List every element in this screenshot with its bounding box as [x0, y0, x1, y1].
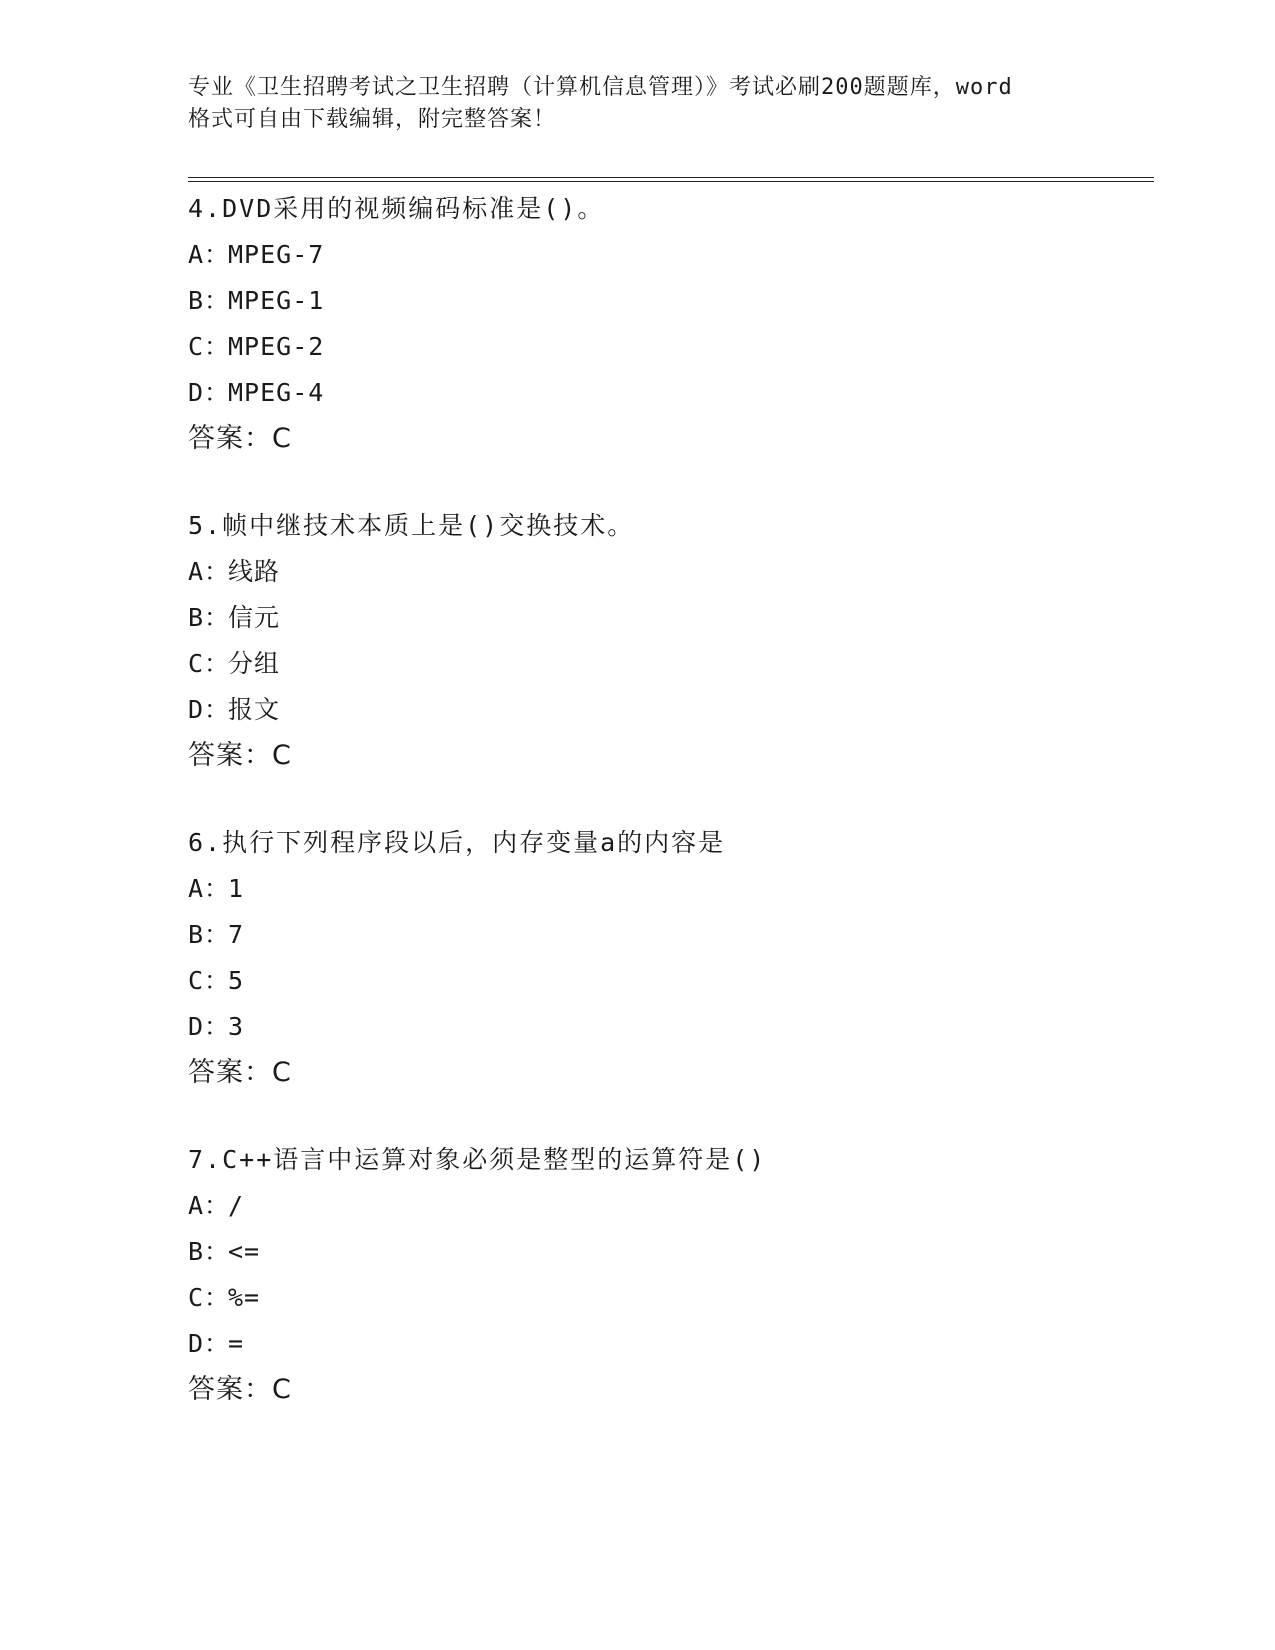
option-key: B：	[188, 920, 231, 949]
option-text: 7	[228, 920, 245, 949]
option-text: 分组	[228, 649, 281, 678]
question-title: 5.帧中继技术本质上是()交换技术。	[188, 511, 635, 540]
option-key: A：	[188, 874, 231, 903]
option-key: A：	[188, 557, 231, 586]
question-title: 4.DVD采用的视频编码标准是()。	[188, 194, 605, 223]
option-d	[188, 1321, 1168, 1367]
option-d	[188, 1004, 1168, 1050]
option-a	[188, 866, 1168, 912]
option-a	[188, 1183, 1168, 1229]
option-key: D：	[188, 1329, 231, 1358]
question-title: 7.C++语言中运算对象必须是整型的运算符是()	[188, 1145, 767, 1174]
answer-label: 答案：C	[188, 1057, 292, 1088]
option-text: 线路	[228, 557, 281, 586]
option-b	[188, 595, 1168, 641]
option-text: %=	[228, 1283, 261, 1312]
question-title: 6.执行下列程序段以后，内存变量a的内容是	[188, 828, 726, 857]
answer-label: 答案：C	[188, 740, 292, 771]
question-7	[188, 1137, 1168, 1413]
header-line-2: 格式可自由下载编辑，附完整答案！	[188, 107, 557, 132]
header-divider	[188, 177, 1154, 182]
option-key: C：	[188, 1283, 231, 1312]
option-text: 1	[228, 874, 245, 903]
option-b	[188, 278, 1168, 324]
option-key: B：	[188, 603, 231, 632]
option-text: MPEG-7	[228, 240, 325, 269]
option-key: D：	[188, 378, 231, 407]
question-5	[188, 503, 1168, 779]
option-key: C：	[188, 649, 231, 678]
option-text: 5	[228, 966, 245, 995]
option-text: =	[228, 1329, 245, 1358]
question-6	[188, 820, 1168, 1096]
option-b	[188, 1229, 1168, 1275]
header-line-1: 专业《卫生招聘考试之卫生招聘（计算机信息管理）》考试必刷200题题库，word	[188, 75, 1013, 100]
option-c	[188, 1275, 1168, 1321]
option-key: A：	[188, 240, 231, 269]
option-text: 3	[228, 1012, 245, 1041]
option-text: MPEG-4	[228, 378, 325, 407]
option-text: MPEG-1	[228, 286, 325, 315]
option-key: C：	[188, 332, 231, 361]
option-text: 信元	[228, 603, 281, 632]
option-text: /	[228, 1191, 245, 1220]
option-key: B：	[188, 286, 231, 315]
option-key: C：	[188, 966, 231, 995]
option-key: A：	[188, 1191, 231, 1220]
option-key: D：	[188, 1012, 231, 1041]
option-key: D：	[188, 695, 231, 724]
option-key: B：	[188, 1237, 231, 1266]
document-header	[188, 72, 1108, 136]
option-b	[188, 912, 1168, 958]
option-a	[188, 549, 1168, 595]
option-text: 报文	[228, 695, 281, 724]
option-text: MPEG-2	[228, 332, 325, 361]
answer-label: 答案：C	[188, 423, 292, 454]
option-text: <=	[228, 1237, 261, 1266]
option-a	[188, 232, 1168, 278]
question-4	[188, 186, 1168, 462]
answer-label: 答案：C	[188, 1374, 292, 1405]
option-c	[188, 641, 1168, 687]
option-c	[188, 324, 1168, 370]
option-d	[188, 687, 1168, 733]
option-c	[188, 958, 1168, 1004]
option-d	[188, 370, 1168, 416]
